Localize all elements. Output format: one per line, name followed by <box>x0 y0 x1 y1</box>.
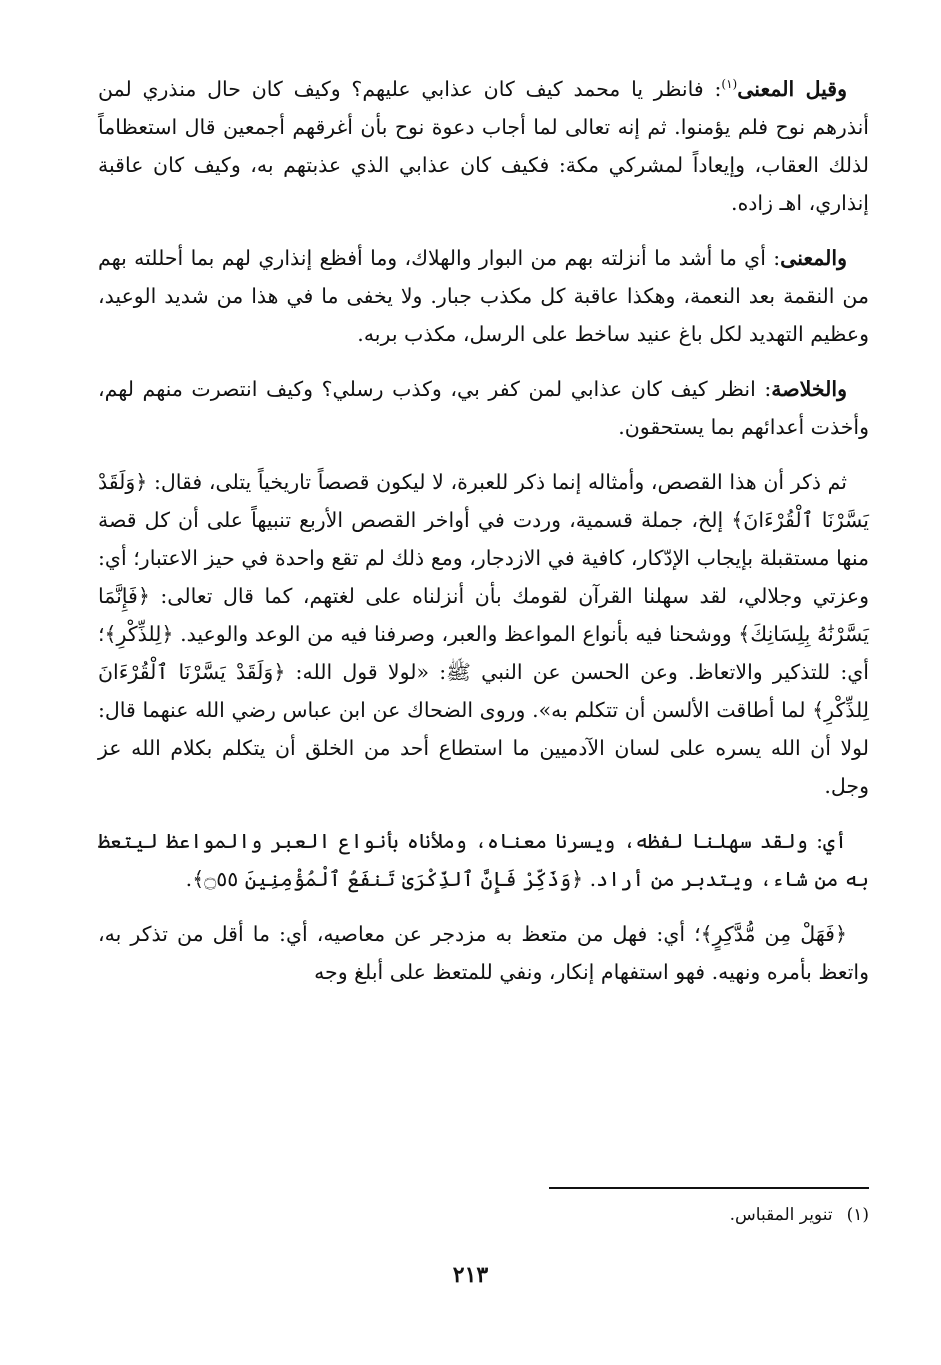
paragraph-5 <box>98 822 869 898</box>
footnote-number: (١) <box>846 1205 869 1225</box>
paragraph-lead: والخلاصة <box>771 377 847 401</box>
paragraph-lead: وقيل المعنى <box>737 77 847 101</box>
page-number: ٢١٣ <box>452 1262 489 1288</box>
footnote <box>730 1202 869 1228</box>
footnote-text: تنوير المقباس. <box>729 1205 833 1225</box>
paragraph-6 <box>98 915 869 991</box>
paragraph-2 <box>98 239 869 353</box>
page-body <box>98 70 869 1008</box>
paragraph-4 <box>98 463 869 805</box>
paragraph-text: : فانظر يا محمد كيف كان عذابي عليهم؟ وكيف كان حال منذري لمن أنذرهم نوح فلم يؤمنوا. ثم إنه تعالى لما أجاب دعوة نوح بأن أغرقهم أجمعين قال استعظاماً لذلك العقاب، وإيعاداً لمشركي مكة: فكيف كان عذابي الذي عذبتهم به، وكيف كان عاقبة إنذاري، اهـ زاده. <box>98 77 869 215</box>
paragraph-text: : أي ما أشد ما أنزلته بهم من البوار والهلاك، وما أفظع إنذاري لهم بما أحللته بهم من النقمة بعد النعمة، وهكذا عاقبة كل مكذب جبار. ولا يخفى ما في هذا من شديد الوعيد، وعظيم التهديد لكل باغ عنيد ساخط على الرسل، مكذب بربه. <box>98 246 869 346</box>
paragraph-text: : انظر كيف كان عذابي لمن كفر بي، وكذب رسلي؟ وكيف انتصرت منهم لهم، وأخذت أعدائهم بما يستحقون. <box>98 377 869 439</box>
footnote-reference: (١) <box>721 77 738 92</box>
paragraph-text: أي: ولقد سهلنا لفظه، ويسرنا معناه، وملأناه بأنواع العبر والمواعظ ليتعظ به من شاء، ويتدبر من أراد. ﴿وَذَكِّرْ فَإِنَّ ٱلذِّكْرَىٰ تَنفَعُ ٱلْمُؤْمِنِينَ ۝٥٥﴾. <box>98 829 869 891</box>
paragraph-1 <box>98 70 869 222</box>
paragraph-text: ثم ذكر أن هذا القصص، وأمثاله إنما ذكر للعبرة، لا ليكون قصصاً تاريخياً يتلى، فقال: ﴿وَلَقَدْ يَسَّرْنَا ٱلْقُرْءَانَ﴾ إلخ، جملة قسمية، وردت في أواخر القصص الأربع تنبيهاً على أن كل قصة منها مستقبلة بإيجاب الإدّكار، كافية في الازدجار، ومع ذلك لم تقع واحدة في حيز الاعتبار؛ أي: وعزتي وجلالي، لقد سهلنا القرآن لقومك بأن أنزلناه على لغتهم، كما قال تعالى: ﴿فَإِنَّمَا يَسَّرْنَٰهُ بِلِسَانِكَ﴾ ووشحنا فيه بأنواع المواعظ والعبر، وصرفنا فيه من الوعد والوعيد. ﴿لِلذِّكْرِ﴾؛ أي: للتذكير والاتعاظ. وعن الحسن عن النبي ﷺ: «لولا قول الله: ﴿وَلَقَدْ يَسَّرْنَا ٱلْقُرْءَانَ لِلذِّكْرِ﴾ لما أطاقت الألسن أن تتكلم به». وروى الضحاك عن ابن عباس رضي الله عنهما قال: لولا أن الله يسره على لسان الآدميين ما استطاع أحد من الخلق أن يتكلم بكلام الله عز وجل. <box>98 470 869 798</box>
paragraph-lead: والمعنى <box>780 246 847 270</box>
footnote-divider <box>549 1187 869 1189</box>
paragraph-3 <box>98 370 869 446</box>
paragraph-text: ﴿فَهَلْ مِن مُّدَّكِرٍ﴾؛ أي: فهل من متعظ به مزدجر عن معاصيه، أي: ما أقل من تذكر به، واتعظ بأمره ونهيه. فهو استفهام إنكار، ونفي للمتعظ على أبلغ وجه <box>98 922 869 984</box>
